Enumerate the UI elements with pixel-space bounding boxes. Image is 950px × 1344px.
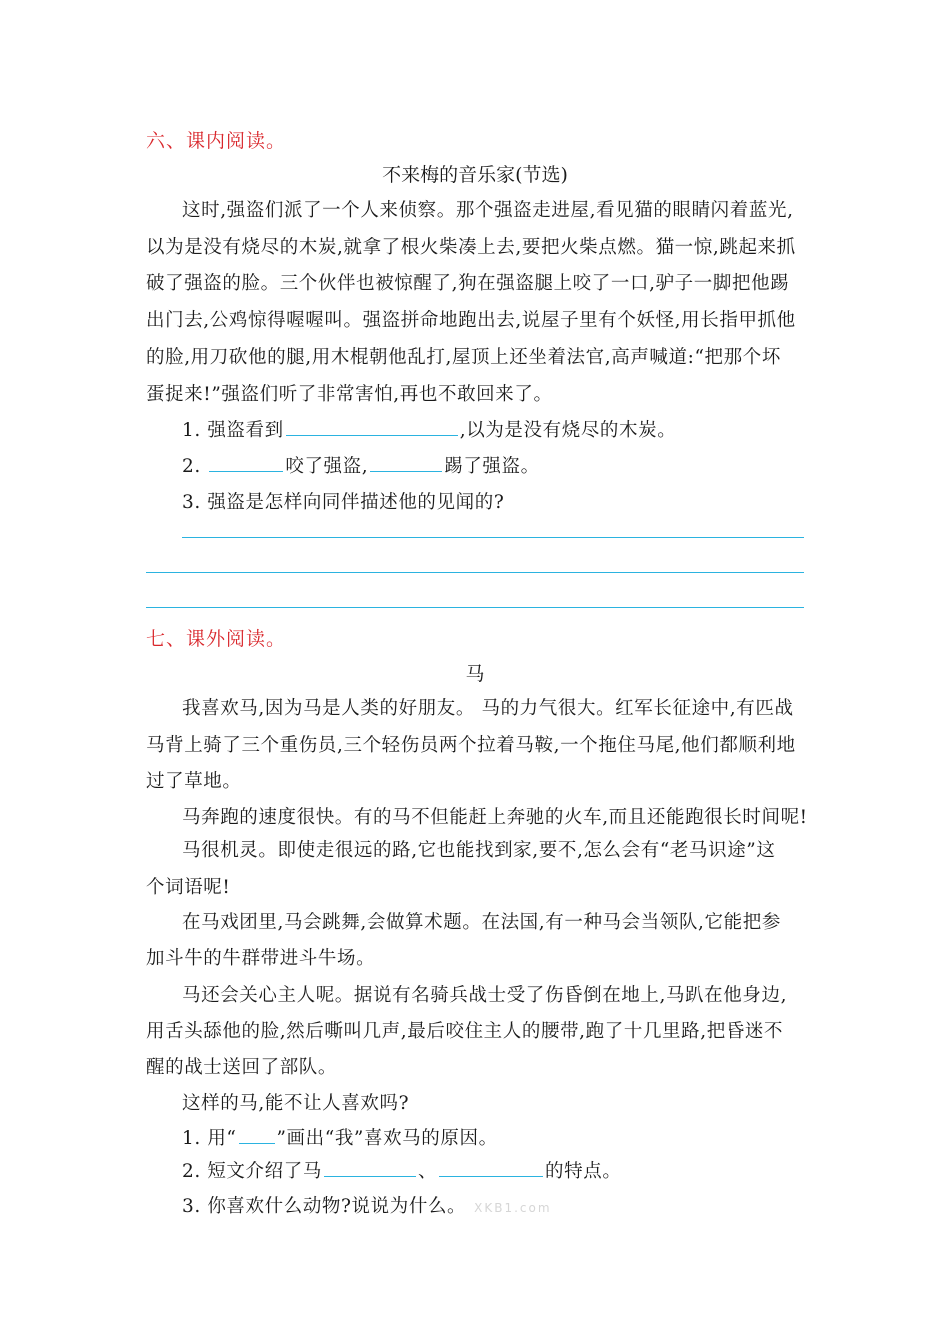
question-2 (182, 452, 852, 478)
passage-line: 破了强盗的脸。三个伙伴也被惊醒了,狗在强盗腿上咬了一口,驴子一脚把他踢 (146, 273, 790, 294)
passage-line: 马奔跑的速度很快。有的马不但能赶上奔驰的火车,而且还能跑很长时间呢! (182, 807, 808, 828)
question-1 (182, 416, 852, 442)
question-1-suffix: ,以为是没有烧尽的木炭。 (459, 420, 677, 441)
passage-line: 蛋捉来!”强盗们听了非常害怕,再也不敢回来了。 (146, 384, 553, 405)
question-3: 3. 强盗是怎样向同伴描述他的见闻的? (182, 492, 505, 513)
answer-blank[interactable] (439, 1158, 543, 1177)
passage-line: 的脸,用刀砍他的腿,用木棍朝他乱打,屋顶上还坐着法官,高声喊道:“把那个坏 (146, 347, 781, 368)
question-2-suffix: 踢了强盗。 (444, 456, 540, 477)
passage-line: 醒的战士送回了部队。 (146, 1057, 338, 1078)
passage-line: 个词语呢! (146, 877, 231, 898)
question-1-prefix: 1. 用“ (182, 1128, 237, 1149)
passage-line: 我喜欢马,因为马是人类的好朋友。 马的力气很大。红军长征途中,有匹战 (182, 698, 794, 719)
question-2-prefix: 2. 短文介绍了马 (182, 1161, 322, 1182)
question-1-prefix: 1. 强盗看到 (182, 420, 284, 441)
section7-heading: 七、课外阅读。 (146, 628, 287, 650)
section6-heading: 六、课内阅读。 (146, 130, 287, 152)
answer-blank[interactable] (370, 453, 442, 472)
watermark: XKB1.com (474, 1201, 552, 1215)
passage-line: 这样的马,能不让人喜欢吗? (182, 1093, 410, 1114)
answer-line[interactable] (146, 572, 804, 573)
passage-line: 马背上骑了三个重伤员,三个轻伤员两个拉着马鞍,一个拖住马尾,他们都顺利地 (146, 735, 796, 756)
passage-line: 过了草地。 (146, 771, 242, 792)
question-2-middle: 咬了强盗, (285, 456, 369, 477)
passage-line: 以为是没有烧尽的木炭,就拿了根火柴凑上去,要把火柴点燃。猫一惊,跳起来抓 (146, 237, 796, 258)
passage-line: 出门去,公鸡惊得喔喔叫。强盗拼命地跑出去,说屋子里有个妖怪,用长指甲抓他 (146, 310, 796, 331)
answer-line[interactable] (146, 607, 804, 608)
question-3 (182, 1192, 852, 1218)
question-2-prefix: 2. (182, 456, 208, 477)
section7-title: 马 (465, 663, 485, 685)
answer-blank[interactable] (209, 453, 283, 472)
question-1-suffix: ”画出“我”喜欢马的原因。 (276, 1128, 498, 1149)
answer-blank[interactable] (239, 1125, 275, 1144)
question-3-text: 3. 你喜欢什么动物?说说为什么。 (182, 1196, 467, 1217)
passage-line: 这时,强盗们派了一个人来侦察。那个强盗走进屋,看见猫的眼睛闪着蓝光, (182, 200, 794, 221)
question-1 (182, 1124, 852, 1150)
question-2-suffix: 的特点。 (545, 1161, 622, 1182)
question-2-middle: 、 (417, 1161, 438, 1182)
question-2 (182, 1157, 852, 1183)
passage-line: 用舌头舔他的脸,然后嘶叫几声,最后咬住主人的腰带,跑了十几里路,把昏迷不 (146, 1021, 784, 1042)
passage-line: 加斗牛的牛群带进斗牛场。 (146, 948, 376, 969)
answer-line[interactable] (182, 537, 804, 538)
answer-blank[interactable] (286, 417, 458, 436)
section6-title: 不来梅的音乐家(节选) (382, 164, 568, 186)
answer-blank[interactable] (324, 1158, 416, 1177)
passage-line: 马还会关心主人呢。据说有名骑兵战士受了伤昏倒在地上,马趴在他身边, (182, 985, 788, 1006)
passage-line: 在马戏团里,马会跳舞,会做算术题。在法国,有一种马会当领队,它能把参 (182, 912, 781, 933)
passage-line: 马很机灵。即使走很远的路,它也能找到家,要不,怎么会有“老马识途”这 (182, 840, 776, 861)
